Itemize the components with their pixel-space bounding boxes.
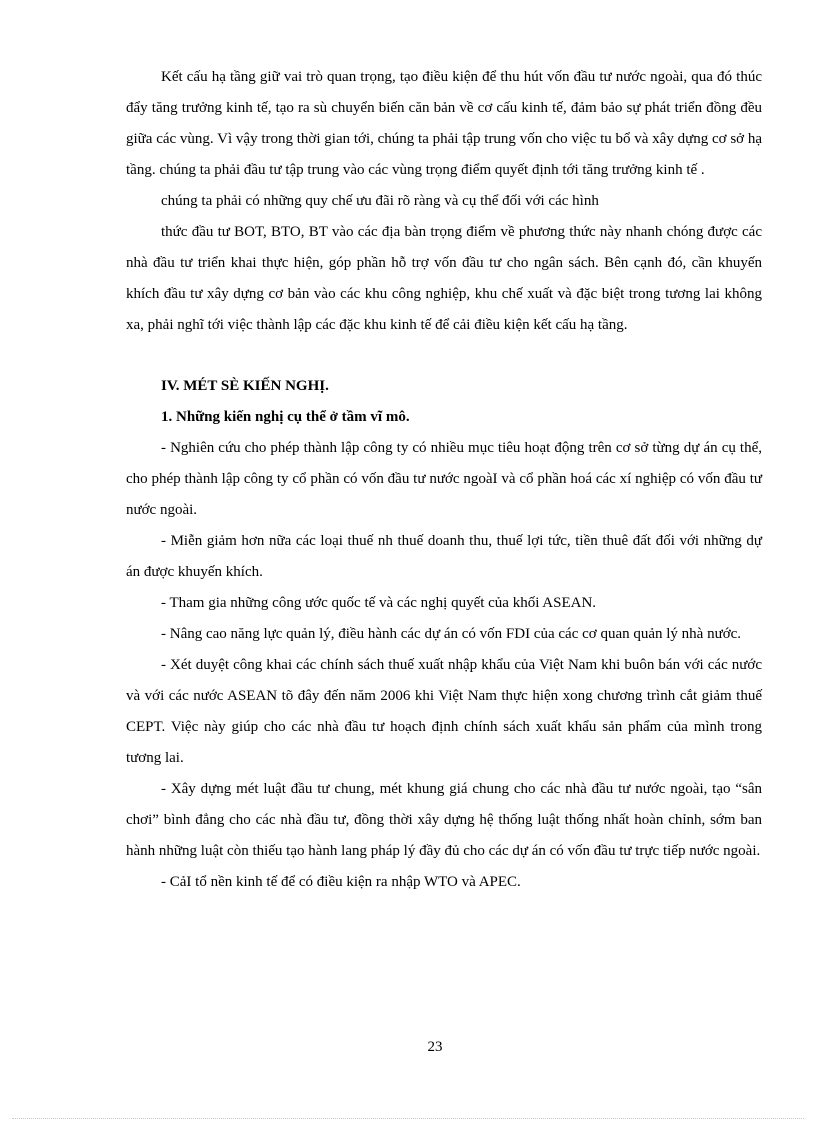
- paragraph-infrastructure: Kết cấu hạ tầng giữ vai trò quan trọng, tạo điều kiện để thu hút vốn đầu tư nước ngoài, qua đó thúc đẩy tăng trưởng kinh tế, tạo ra sù chuyển biến căn bản về cơ cấu kinh tế, đảm bảo sự phát triển đồng đều giữa các vùng. Vì vậy trong thời gian tới, chúng ta phải tập trung vốn cho việc tu bổ và xây dựng cơ sở hạ tầng. chúng ta phải đầu tư tập trung vào các vùng trọng điểm quyết định tới tăng trưởng kinh tế .: [126, 69, 762, 178]
- recommendation-item: - CảI tổ nền kinh tế để có điều kiện ra nhập WTO và APEC.: [161, 874, 521, 890]
- page-bottom-divider: [12, 1118, 804, 1119]
- recommendation-item: - Xét duyệt công khai các chính sách thuế xuất nhập khẩu của Việt Nam khi buôn bán với các nước và với các nước ASEAN tõ đây đến năm 2006 khi Việt Nam thực hiện xong chương trình cắt giảm thuế CEPT. Việc này giúp cho các nhà đầu tư hoạch định chính sách xuất khẩu sản phẩm của mình trong tương lai.: [126, 657, 762, 766]
- recommendation-item: - Xây dựng mét luật đầu tư chung, mét khung giá chung cho các nhà đầu tư nước ngoài, tạo “sân chơi” bình đẳng cho các nhà đầu tư, đồng thời xây dựng hệ thống luật thống nhất hoàn chỉnh, sớm ban hành những luật còn thiếu tạo hành lang pháp lý đầy đủ cho các dự án có vốn đầu tư trực tiếp nước ngoài.: [126, 781, 762, 859]
- paragraph-investment-forms: thức đầu tư BOT, BTO, BT vào các địa bàn trọng điểm về phương thức này nhanh chóng được các nhà đầu tư triển khai thực hiện, góp phần hỗ trợ vốn đầu tư cho ngân sách. Bên cạnh đó, cần khuyến khích đầu tư xây dựng cơ bản vào các khu công nghiệp, khu chế xuất và đặc biệt trong tương lai không xa, phải nghĩ tới việc thành lập các đặc khu kinh tế để cải điều kiện kết cấu hạ tầng.: [126, 224, 762, 333]
- recommendation-item: - Nghiên cứu cho phép thành lập công ty có nhiều mục tiêu hoạt động trên cơ sở từng dự án cụ thể, cho phép thành lập công ty cổ phần có vốn đầu tư nước ngoàI và cổ phần hoá các xí nghiệp có vốn đầu tư nước ngoài.: [126, 440, 762, 518]
- document-page: [126, 62, 762, 898]
- subsection-heading: 1. Những kiến nghị cụ thể ở tầm vĩ mô.: [161, 409, 410, 425]
- recommendation-item: - Tham gia những công ước quốc tế và các nghị quyết của khối ASEAN.: [161, 595, 597, 611]
- section-heading: IV. MÉT SÈ KIẾN NGHỊ.: [161, 378, 329, 394]
- recommendation-item: - Miễn giảm hơn nữa các loại thuế nh thuế doanh thu, thuế lợi tức, tiền thuê đất đối với những dự án được khuyến khích.: [126, 533, 762, 580]
- paragraph-preferential-regulations: chúng ta phải có những quy chế ưu đãi rõ ràng và cụ thể đối với các hình: [161, 193, 599, 209]
- page-number: 23: [427, 1039, 443, 1055]
- recommendation-item: - Nâng cao năng lực quản lý, điều hành các dự án có vốn FDI của các cơ quan quản lý nhà nước.: [161, 626, 742, 642]
